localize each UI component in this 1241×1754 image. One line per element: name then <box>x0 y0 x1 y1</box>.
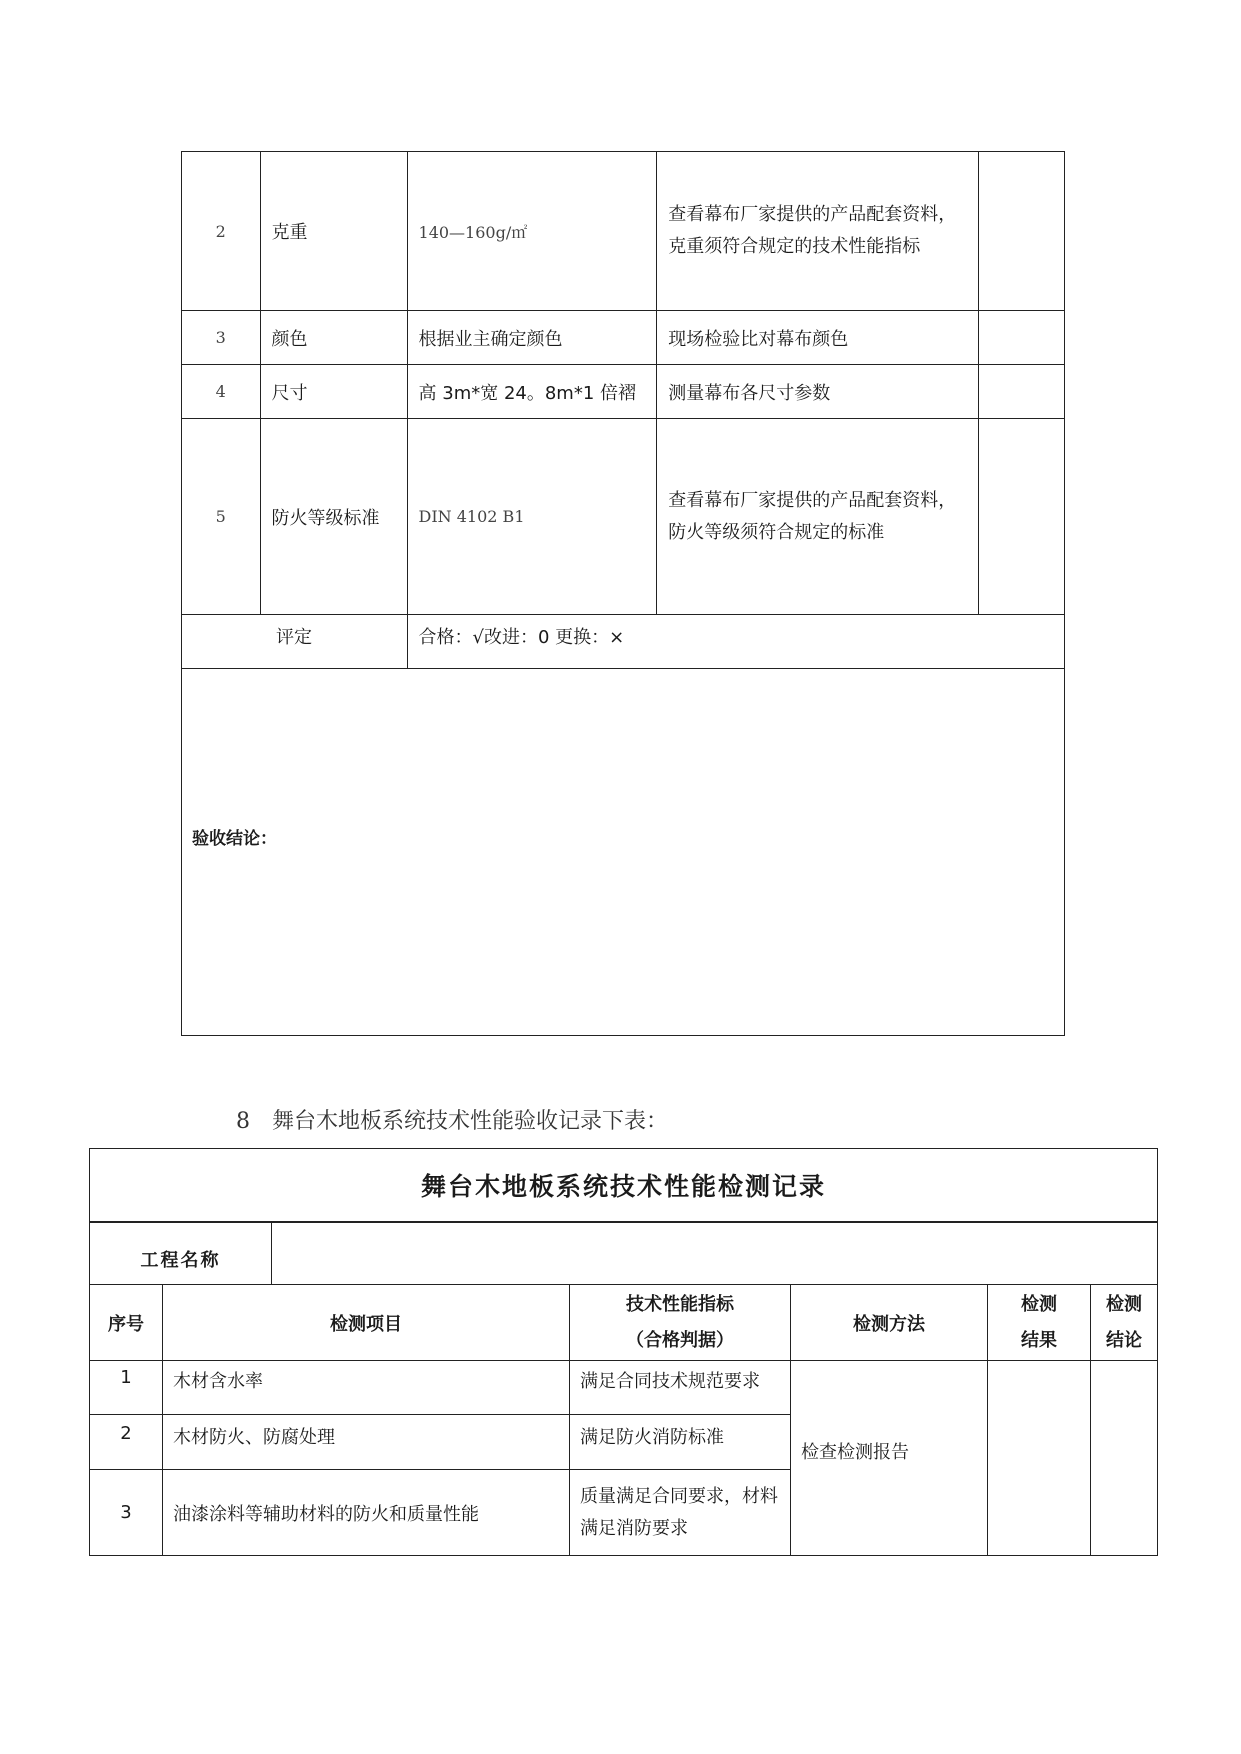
header-conclusion-line2: 结论 <box>1106 1329 1143 1351</box>
spec-value: 140—160g/㎡ <box>407 152 657 311</box>
header-conclusion-line1: 检测 <box>1106 1293 1143 1315</box>
spec-value: 质量满足合同要求，材料满足消防要求 <box>570 1470 791 1556</box>
inspection-table-wood-floor-body <box>89 1222 1158 1556</box>
header-item: 检测项目 <box>163 1285 570 1361</box>
row-number: 2 <box>90 1415 163 1470</box>
row-number: 2 <box>182 152 261 311</box>
inspection-method: 查看幕布厂家提供的产品配套资料，防火等级须符合规定的标准 <box>657 419 979 615</box>
spec-value: DIN 4102 B1 <box>407 419 657 615</box>
row-number: 1 <box>90 1361 163 1415</box>
project-name-label: 工程名称 <box>90 1223 272 1285</box>
conclusion-row <box>182 669 1065 1036</box>
inspection-table-curtain <box>181 151 1065 1036</box>
table-row <box>182 419 1065 615</box>
result-cell <box>979 152 1065 311</box>
row-number: 5 <box>182 419 261 615</box>
spec-value: 满足防火消防标准 <box>570 1415 791 1470</box>
inspection-method: 查看幕布厂家提供的产品配套资料，克重须符合规定的技术性能指标 <box>657 152 979 311</box>
header-spec <box>570 1285 791 1361</box>
inspection-method: 现场检验比对幕布颜色 <box>657 311 979 365</box>
spec-value: 高 3m*宽 24。8m*1 倍褶 <box>407 365 657 419</box>
row-number: 3 <box>182 311 261 365</box>
header-result-line1: 检测 <box>1021 1293 1057 1315</box>
inspection-item: 木材防火、防腐处理 <box>163 1415 570 1470</box>
table-row <box>182 311 1065 365</box>
header-row <box>90 1285 1158 1361</box>
section-number: 8 <box>236 1109 250 1134</box>
inspection-item: 木材含水率 <box>163 1361 570 1415</box>
header-result-line2: 结果 <box>1021 1329 1057 1351</box>
result-cell <box>979 419 1065 615</box>
inspection-item: 克重 <box>260 152 407 311</box>
section-heading <box>236 1104 668 1135</box>
conclusion-label: 验收结论： <box>192 828 277 849</box>
table-row <box>90 1361 1158 1415</box>
title-row <box>90 1149 1158 1222</box>
inspection-item: 防火等级标准 <box>260 419 407 615</box>
project-name-value <box>272 1223 1158 1285</box>
inspection-item: 尺寸 <box>260 365 407 419</box>
evaluation-row <box>182 615 1065 669</box>
result-cell <box>979 311 1065 365</box>
conclusion-cell <box>1091 1361 1158 1556</box>
table-row <box>182 365 1065 419</box>
row-number: 4 <box>182 365 261 419</box>
table-title: 舞台木地板系统技术性能检测记录 <box>90 1149 1158 1222</box>
inspection-method: 检查检测报告 <box>791 1361 988 1556</box>
header-spec-line2: （合格判据） <box>626 1329 734 1351</box>
evaluation-label: 评定 <box>182 615 408 669</box>
inspection-method: 测量幕布各尺寸参数 <box>657 365 979 419</box>
header-result <box>988 1285 1091 1361</box>
header-spec-line1: 技术性能指标 <box>626 1293 734 1315</box>
table-row <box>182 152 1065 311</box>
header-method: 检测方法 <box>791 1285 988 1361</box>
conclusion-cell <box>182 669 1065 1036</box>
row-number: 3 <box>90 1470 163 1556</box>
inspection-item: 油漆涂料等辅助材料的防火和质量性能 <box>163 1470 570 1556</box>
project-row <box>90 1223 1158 1285</box>
section-text: 舞台木地板系统技术性能验收记录下表： <box>272 1109 669 1134</box>
header-no: 序号 <box>90 1285 163 1361</box>
result-cell <box>988 1361 1091 1556</box>
header-conclusion <box>1091 1285 1158 1361</box>
spec-value: 满足合同技术规范要求 <box>570 1361 791 1415</box>
result-cell <box>979 365 1065 419</box>
inspection-item: 颜色 <box>260 311 407 365</box>
evaluation-legend: 合格：√改进：0 更换：× <box>407 615 1064 669</box>
spec-value: 根据业主确定颜色 <box>407 311 657 365</box>
